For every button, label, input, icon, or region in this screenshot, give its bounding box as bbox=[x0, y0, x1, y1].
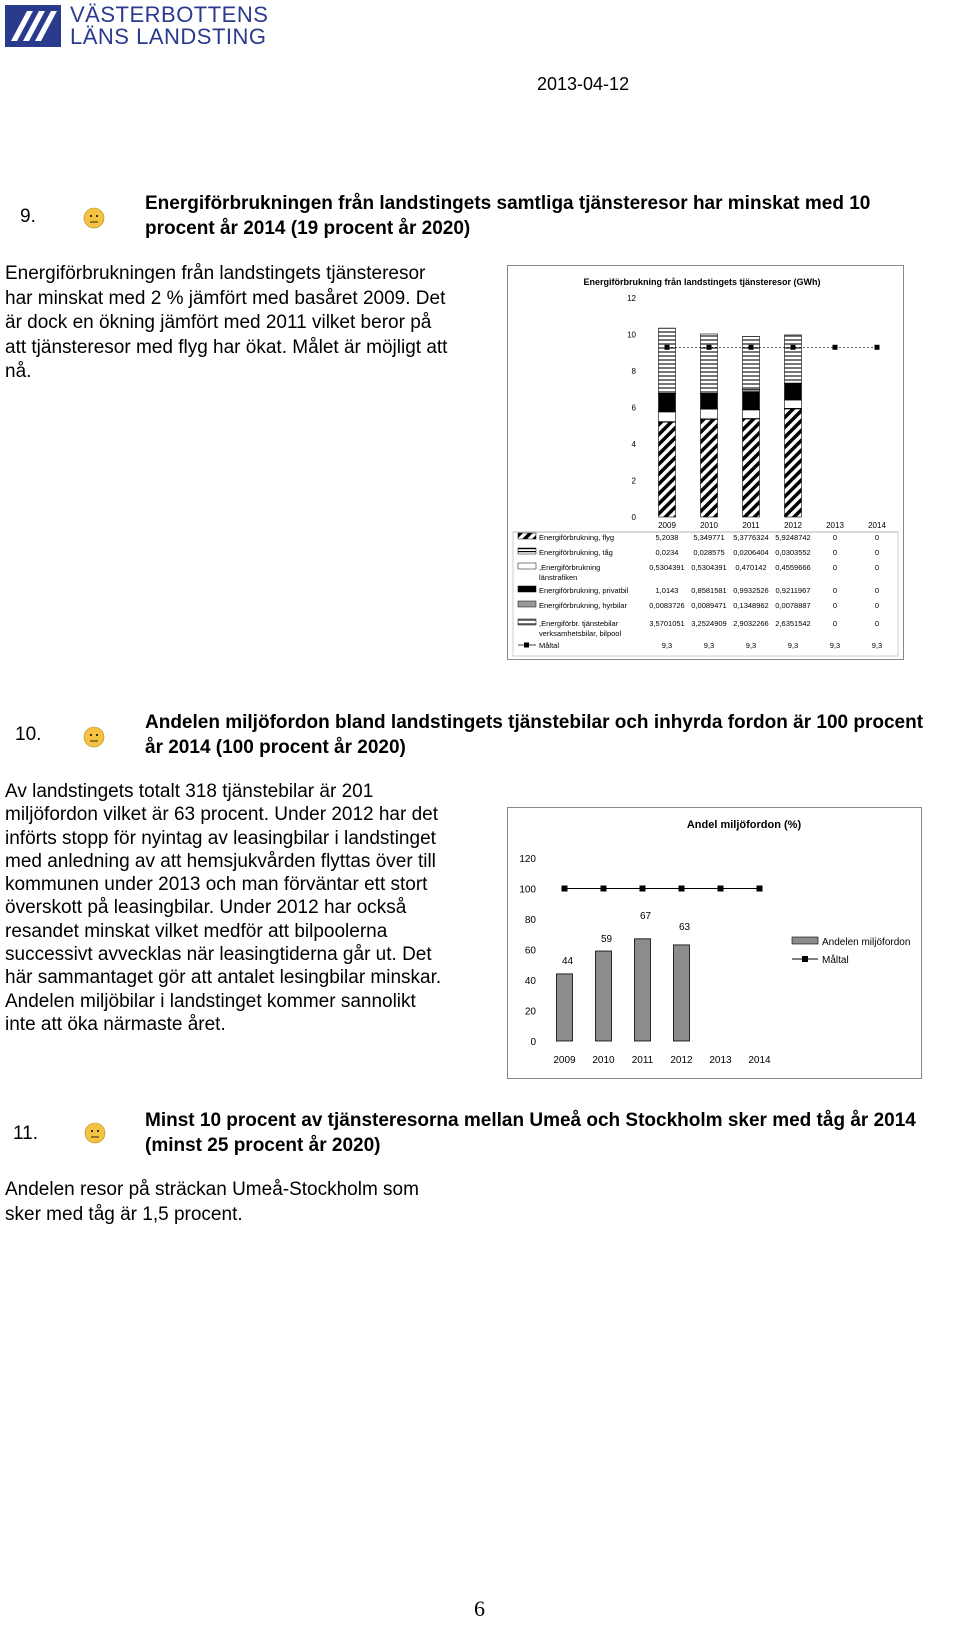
target-marker bbox=[640, 886, 646, 892]
legend-swatch bbox=[518, 586, 536, 592]
logo bbox=[5, 5, 61, 47]
y-tick-label: 2 bbox=[631, 476, 636, 486]
target-marker bbox=[665, 345, 670, 350]
miljofordon-chart-svg bbox=[508, 808, 921, 1078]
y-tick-label: 100 bbox=[519, 884, 536, 896]
x-tick-label: 2014 bbox=[868, 521, 886, 530]
bar bbox=[557, 974, 573, 1041]
target-marker bbox=[757, 886, 763, 892]
neutral-face-icon bbox=[84, 1122, 106, 1144]
x-tick-label: 2013 bbox=[826, 521, 844, 530]
data-table-cell: 5,9248742 bbox=[775, 533, 811, 542]
data-table-cell: 0,0303552 bbox=[775, 548, 811, 557]
chart-title: Andel miljöfordon (%) bbox=[686, 819, 802, 831]
bar-segment bbox=[743, 392, 760, 410]
target-marker bbox=[749, 345, 754, 350]
data-table-cell: 0 bbox=[874, 548, 880, 557]
legend-swatch bbox=[518, 563, 536, 569]
y-tick-label: 8 bbox=[631, 367, 636, 376]
y-tick-label: 120 bbox=[519, 854, 536, 865]
legend-label: ,Energiförbrukning bbox=[539, 563, 601, 572]
bar-segment bbox=[701, 394, 718, 410]
bar-segment bbox=[701, 409, 718, 419]
bar-segment bbox=[659, 393, 676, 412]
section-body: Av landstingets totalt 318 tjänstebilar är 201 miljöfordon vilket är 63 procent. Under 2012 har det införts stopp för nyintag av leasingbilar i landstinget med anledning av att hemsjukvården flyttas över till kommunen under 2013 och man förväntar ett stort överskott på leasingbilar. Under 2012 har också resandet minskat vilket medför att bilpoolerna successivt avvecklas när leasingtiderna går ut. Det här sammantaget gör att antalet lesingbilar minskar. Andelen miljöbilar i landstinget kommer sannolikt inte att öka närmaste året. bbox=[5, 781, 442, 1035]
legend-label: Måltal bbox=[822, 955, 849, 966]
data-label: 63 bbox=[678, 921, 691, 933]
x-tick-label: 2011 bbox=[742, 521, 760, 530]
legend-label: Energiförbrukning, tåg bbox=[539, 548, 613, 557]
x-tick-label: 2011 bbox=[631, 1055, 654, 1066]
data-table-cell: 5,349771 bbox=[693, 533, 725, 542]
data-table-cell: 0 bbox=[832, 586, 838, 595]
data-table-cell: 0,028575 bbox=[693, 548, 725, 557]
section-number: 11. bbox=[13, 1123, 39, 1144]
legend-swatch bbox=[518, 601, 536, 607]
bar-segment bbox=[785, 409, 802, 517]
legend-swatch bbox=[518, 533, 536, 539]
legend-label: ,Energiförbr. tjänstebilar bbox=[539, 619, 619, 628]
x-tick-label: 2012 bbox=[670, 1055, 693, 1066]
data-table-cell: 9,3 bbox=[661, 641, 673, 650]
section-body: Energiförbrukningen från landstingets tjänsteresor har minskat med 2 % jämfört med basåret 2009. Det är dock en ökning jämfört med 2011 vilket beror på att tjänsteresor med flyg har ökat. Målet är möjligt att nå. bbox=[5, 263, 448, 382]
bar bbox=[596, 951, 612, 1041]
data-table-cell: 0 bbox=[874, 619, 880, 628]
data-table-cell: 0,5304391 bbox=[691, 563, 727, 572]
bar bbox=[674, 945, 690, 1041]
section-heading: Minst 10 procent av tjänsteresorna mellan Umeå och Stockholm sker med tåg år 2014 (minst 25 procent år 2020) bbox=[145, 1110, 916, 1156]
data-label: 44 bbox=[561, 955, 574, 967]
neutral-face-icon bbox=[83, 726, 105, 748]
org-name-line2: LÄNS LANDSTING bbox=[70, 24, 267, 49]
document-date: 2013-04-12 bbox=[537, 74, 630, 94]
landsting-logo-icon bbox=[5, 5, 61, 47]
bar-segment bbox=[701, 334, 718, 393]
data-table-cell: 3,2524909 bbox=[691, 619, 727, 628]
x-tick-label: 2014 bbox=[748, 1055, 771, 1066]
bar-segment bbox=[659, 422, 676, 517]
legend-swatch bbox=[792, 937, 818, 944]
data-label: 59 bbox=[600, 934, 613, 946]
data-table-cell: 0,0078887 bbox=[775, 601, 811, 610]
data-table-cell: 0,5304391 bbox=[649, 563, 685, 572]
bar bbox=[635, 939, 651, 1041]
x-tick-label: 2010 bbox=[700, 521, 718, 530]
data-label: 67 bbox=[639, 910, 652, 922]
section-heading: Andelen miljöfordon bland landstingets tjänstebilar och inhyrda fordon är 100 procent år 2014 (100 procent år 2020) bbox=[145, 712, 924, 758]
legend-label: Andelen miljöfordon bbox=[822, 937, 911, 948]
data-table-cell: 0,0206404 bbox=[733, 548, 769, 557]
energy-chart bbox=[507, 265, 904, 660]
target-marker bbox=[601, 886, 607, 892]
data-table-cell: 0,1348962 bbox=[733, 601, 769, 610]
data-table-cell: 0 bbox=[874, 601, 880, 610]
target-marker bbox=[562, 886, 568, 892]
bar-segment bbox=[659, 328, 676, 393]
target-marker bbox=[679, 886, 685, 892]
bar-segment bbox=[743, 410, 760, 419]
target-marker bbox=[707, 345, 712, 350]
legend-label: Energiförbrukning, hyrbilar bbox=[539, 601, 627, 610]
target-marker bbox=[791, 345, 796, 350]
data-table-cell: 0 bbox=[832, 619, 838, 628]
x-tick-label: 2009 bbox=[553, 1055, 576, 1066]
bar-segment bbox=[785, 383, 802, 400]
target-marker bbox=[718, 886, 724, 892]
legend-swatch bbox=[518, 619, 536, 625]
data-table-cell: 0,4559666 bbox=[775, 563, 811, 572]
x-tick-label: 2012 bbox=[784, 521, 802, 530]
data-table-cell: 2,6351542 bbox=[775, 619, 811, 628]
section-body: Andelen resor på sträckan Umeå-Stockholm som sker med tåg är 1,5 procent. bbox=[5, 1179, 419, 1225]
neutral-face-icon bbox=[83, 207, 105, 229]
y-tick-label: 10 bbox=[627, 330, 636, 340]
y-tick-label: 20 bbox=[524, 1006, 536, 1018]
org-name-line1: VÄSTERBOTTENS bbox=[70, 2, 269, 27]
page-number: 6 bbox=[474, 1596, 485, 1621]
y-tick-label: 40 bbox=[524, 976, 536, 987]
legend-label: länstrafiken bbox=[539, 573, 578, 582]
bar-segment bbox=[743, 336, 760, 389]
y-tick-label: 12 bbox=[627, 294, 636, 303]
data-table-cell: 9,3 bbox=[829, 641, 841, 650]
y-tick-label: 0 bbox=[530, 1037, 536, 1048]
bar-segment bbox=[701, 419, 718, 517]
data-table-cell: 0,0234 bbox=[655, 548, 679, 557]
legend-swatch bbox=[518, 548, 536, 554]
section-number: 10. bbox=[15, 724, 42, 745]
data-table-cell: 0,470142 bbox=[735, 563, 767, 572]
chart-title: Energiförbrukning från landstingets tjänsteresor (GWh) bbox=[583, 277, 821, 287]
y-tick-label: 6 bbox=[631, 403, 636, 413]
data-table-cell: 0,8581581 bbox=[691, 586, 727, 595]
data-table-cell: 0 bbox=[874, 533, 880, 542]
target-marker bbox=[833, 345, 838, 350]
data-table-cell: 5,3776324 bbox=[733, 533, 769, 542]
data-table-cell: 5,2038 bbox=[655, 533, 679, 542]
legend-label: Energiförbrukning, privatbil bbox=[539, 586, 629, 595]
data-table-cell: 0 bbox=[832, 533, 838, 542]
bar-segment bbox=[743, 419, 760, 517]
data-table-cell: 0 bbox=[874, 563, 880, 572]
data-table-cell: 3,5701051 bbox=[649, 619, 685, 628]
data-table-cell: 9,3 bbox=[787, 641, 799, 650]
target-marker bbox=[875, 345, 880, 350]
section-heading: Energiförbrukningen från landstingets samtliga tjänsteresor har minskat med 10 procent år 2014 (19 procent år 2020) bbox=[145, 193, 871, 239]
data-table-cell: 0 bbox=[832, 548, 838, 557]
data-table-cell: 9,3 bbox=[871, 641, 883, 650]
y-tick-label: 0 bbox=[631, 513, 636, 522]
data-table-cell: 0,9932526 bbox=[733, 586, 769, 595]
data-table-cell: 9,3 bbox=[703, 641, 715, 650]
legend-label: Måltal bbox=[539, 641, 560, 650]
legend-label: Energiförbrukning, flyg bbox=[539, 533, 615, 542]
x-tick-label: 2009 bbox=[658, 521, 676, 530]
legend-swatch-marker bbox=[524, 643, 529, 648]
data-table-cell: 0 bbox=[832, 601, 838, 610]
data-table-cell: 1,0143 bbox=[655, 586, 679, 595]
legend-swatch-marker bbox=[802, 956, 808, 962]
data-table-cell: 0 bbox=[832, 563, 838, 572]
data-table-cell: 2,9032266 bbox=[733, 619, 769, 628]
data-table-cell: 0,0089471 bbox=[691, 601, 727, 610]
data-table-cell: 9,3 bbox=[745, 641, 757, 650]
bar-segment bbox=[785, 400, 802, 408]
bar-segment bbox=[785, 335, 802, 383]
energy-chart-svg bbox=[508, 266, 903, 659]
x-tick-label: 2010 bbox=[592, 1055, 615, 1066]
bar-segment bbox=[659, 412, 676, 422]
bar-segment bbox=[743, 389, 760, 391]
y-tick-label: 80 bbox=[524, 915, 536, 926]
miljofordon-chart bbox=[507, 807, 922, 1079]
y-tick-label: 4 bbox=[631, 440, 636, 449]
section-number: 9. bbox=[20, 206, 36, 227]
legend-label: verksamhetsbilar, bilpool bbox=[539, 629, 622, 638]
data-table-cell: 0,0083726 bbox=[649, 601, 685, 610]
data-table-cell: 0,9211967 bbox=[775, 586, 811, 595]
y-tick-label: 60 bbox=[524, 945, 536, 957]
x-tick-label: 2013 bbox=[709, 1055, 732, 1066]
data-table-cell: 0 bbox=[874, 586, 880, 595]
